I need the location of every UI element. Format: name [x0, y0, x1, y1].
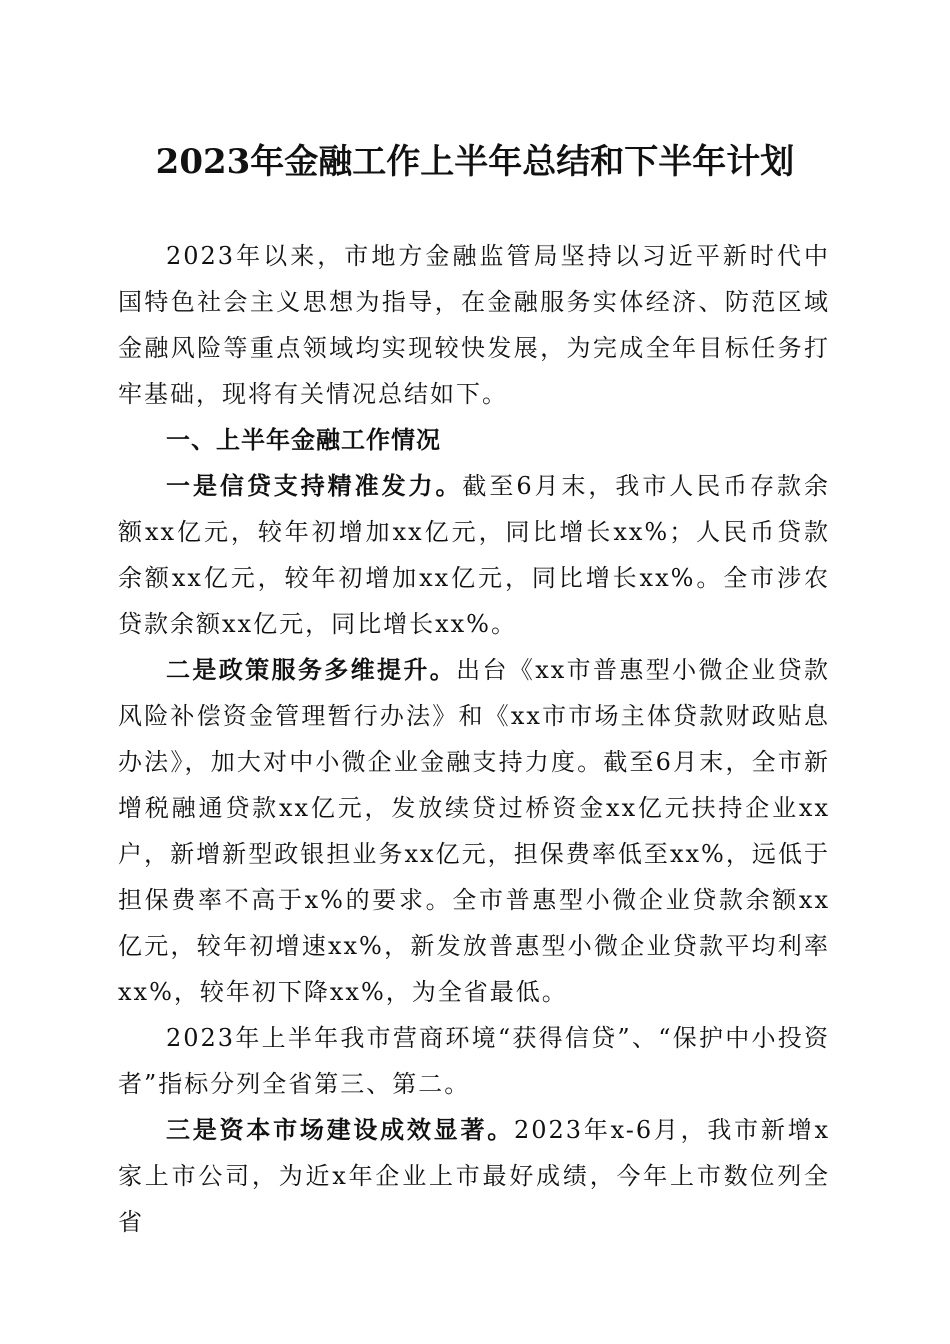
item-policy-service [118, 647, 830, 1015]
document-title: 2023年金融工作上半年总结和下半年计划 [155, 142, 795, 182]
intro-paragraph: 2023年以来，市地方金融监管局坚持以习近平新时代中国特色社会主义思想为指导，在金融服务实体经济、防范区域金融风险等重点领域均实现较快发展，为完成全年目标任务打牢基础，现将有关情况总结如下。 [118, 242, 830, 408]
item-lead: 一是信贷支持精准发力。 [166, 471, 463, 500]
item-credit-support [118, 463, 830, 647]
item-lead: 二是政策服务多维提升。 [166, 655, 457, 684]
document-body [118, 233, 830, 1245]
business-environment-paragraph: 2023年上半年我市营商环境“获得信贷”、“保护中小投资者”指标分列全省第三、第二。 [118, 1024, 830, 1098]
item-text: 截至6月末，我市人民币存款余额xx亿元，较年初增加xx亿元，同比增长xx%；人民币贷款余额xx亿元，较年初增加xx亿元，同比增长xx%。全市涉农贷款余额xx亿元，同比增长xx%。 [118, 472, 830, 638]
item-capital-market [118, 1107, 830, 1245]
item-text: 出台《xx市普惠型小微企业贷款风险补偿资金管理暂行办法》和《xx市市场主体贷款财政贴息办法》，加大对中小微企业金融支持力度。截至6月末，全市新增税融通贷款xx亿元，发放续贷过桥资金xx亿元扶持企业xx户，新增新型政银担业务xx亿元，担保费率低至xx%，远低于担保费率不高于x%的要求。全市普惠型小微企业贷款余额xx亿元，较年初增速xx%，新发放普惠型小微企业贷款平均利率xx%，较年初下降xx%，为全省最低。 [118, 656, 830, 1006]
item-lead: 三是资本市场建设成效显著。 [166, 1115, 514, 1144]
item-text: 2023年x-6月，我市新增x家上市公司，为近x年企业上市最好成绩，今年上市数位列全省 [118, 1116, 830, 1236]
section-heading: 一、上半年金融工作情况 [166, 425, 441, 454]
